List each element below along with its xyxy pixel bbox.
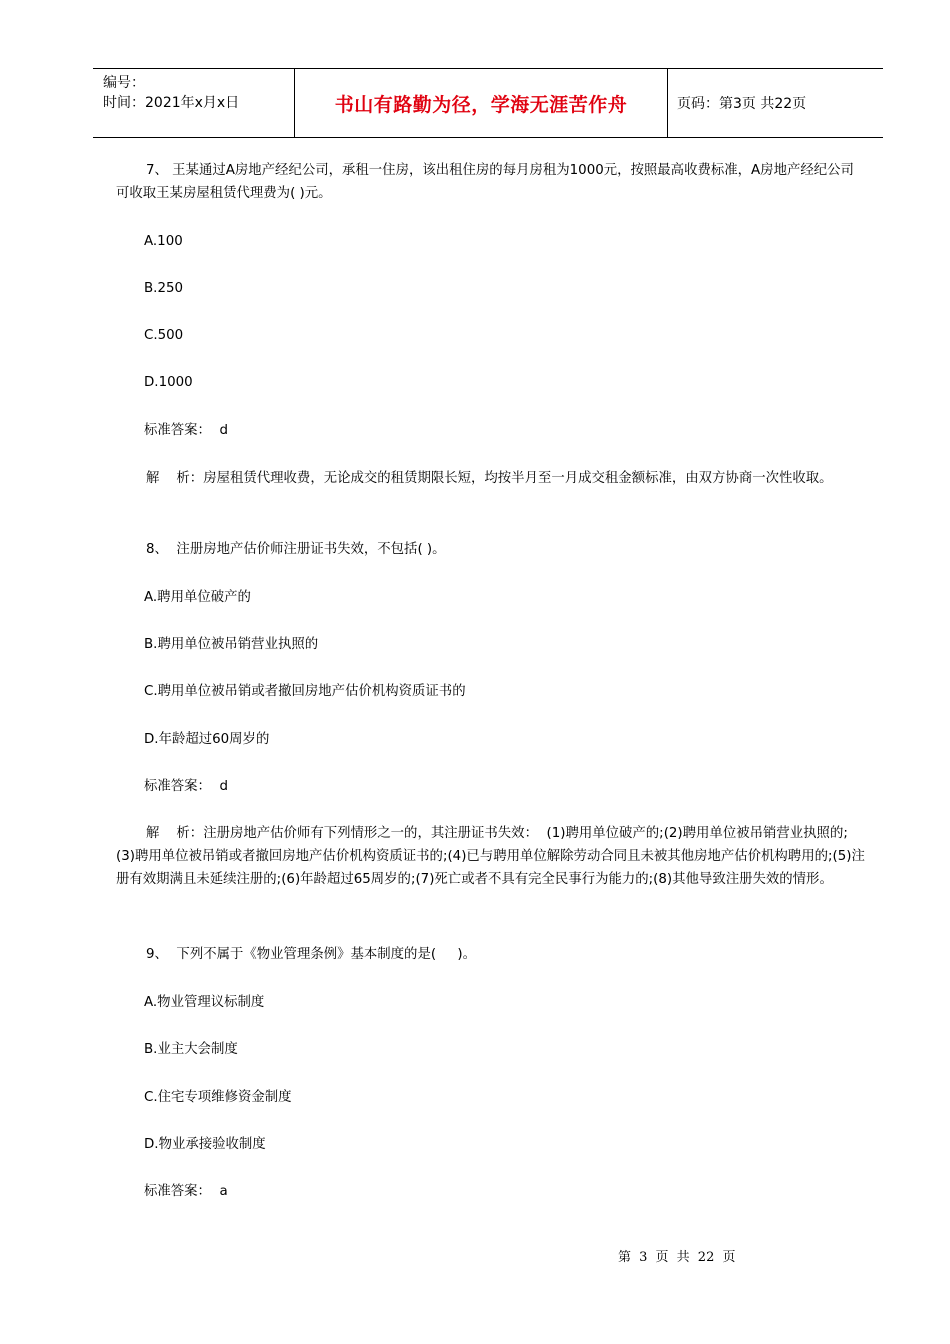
number-label: 编号： [103, 75, 145, 91]
q7-answer: 标准答案： d [144, 423, 228, 438]
page-footer: 第 3 页 共 22 页 [618, 1250, 736, 1265]
q7-stem: 7、 王某通过A房地产经纪公司，承租一住房，该出租住房的每月房租为1000元，按照最高收费标准，A房地产经纪公司可收取王某房屋租赁代理费为( )元。 [116, 163, 854, 201]
q8-option-b: B.聘用单位被吊销营业执照的 [144, 637, 319, 652]
header-motto: 书山有路勤为径，学海无涯苦作舟 [334, 93, 628, 116]
q9-option-a: A.物业管理议标制度 [144, 995, 265, 1010]
header-divider [667, 69, 668, 137]
page-header [93, 68, 883, 138]
time-label: 时间：2021年x月x日 [103, 95, 240, 111]
q9-option-b: B.业主大会制度 [144, 1042, 238, 1057]
q7-option-c: C.500 [144, 328, 184, 343]
q7-option-b: B.250 [144, 281, 184, 296]
q8-stem: 8、 注册房地产估价师注册证书失效，不包括( )。 [146, 542, 446, 557]
q8-option-d: D.年龄超过60周岁的 [144, 732, 270, 747]
q8-analysis: 解 析：注册房地产估价师有下列情形之一的，其注册证书失效： (1)聘用单位破产的;(2)聘用单位被吊销营业执照的;(3)聘用单位被吊销或者撤回房地产估价机构资质证书的;(4)已与聘用单位解除劳动合同且未被其他房地产估价机构聘用的;(5)注册有效期满且未延续注册的;(6)年龄超过65周岁的;(7)死亡或者不具有完全民事行为能力的;(8)其他导致注册失效的情形。 [116, 826, 865, 887]
q9-stem: 9、 下列不属于《物业管理条例》基本制度的是( )。 [146, 947, 476, 962]
q9-option-d: D.物业承接验收制度 [144, 1137, 266, 1152]
q9-option-c: C.住宅专项维修资金制度 [144, 1090, 292, 1105]
q8-option-c: C.聘用单位被吊销或者撤回房地产估价机构资质证书的 [144, 684, 466, 699]
q9-answer: 标准答案： a [144, 1184, 228, 1199]
q7-option-d: D.1000 [144, 375, 193, 390]
q8-option-a: A.聘用单位破产的 [144, 590, 251, 605]
header-meta [103, 73, 239, 113]
q8-answer: 标准答案： d [144, 779, 228, 794]
q7-option-a: A.100 [144, 234, 183, 249]
header-page-label: 页码：第3页 共22页 [677, 96, 807, 112]
q7-analysis: 解 析：房屋租赁代理收费，无论成交的租赁期限长短，均按半月至一月成交租金额标准，由双方协商一次性收取。 [146, 471, 833, 486]
